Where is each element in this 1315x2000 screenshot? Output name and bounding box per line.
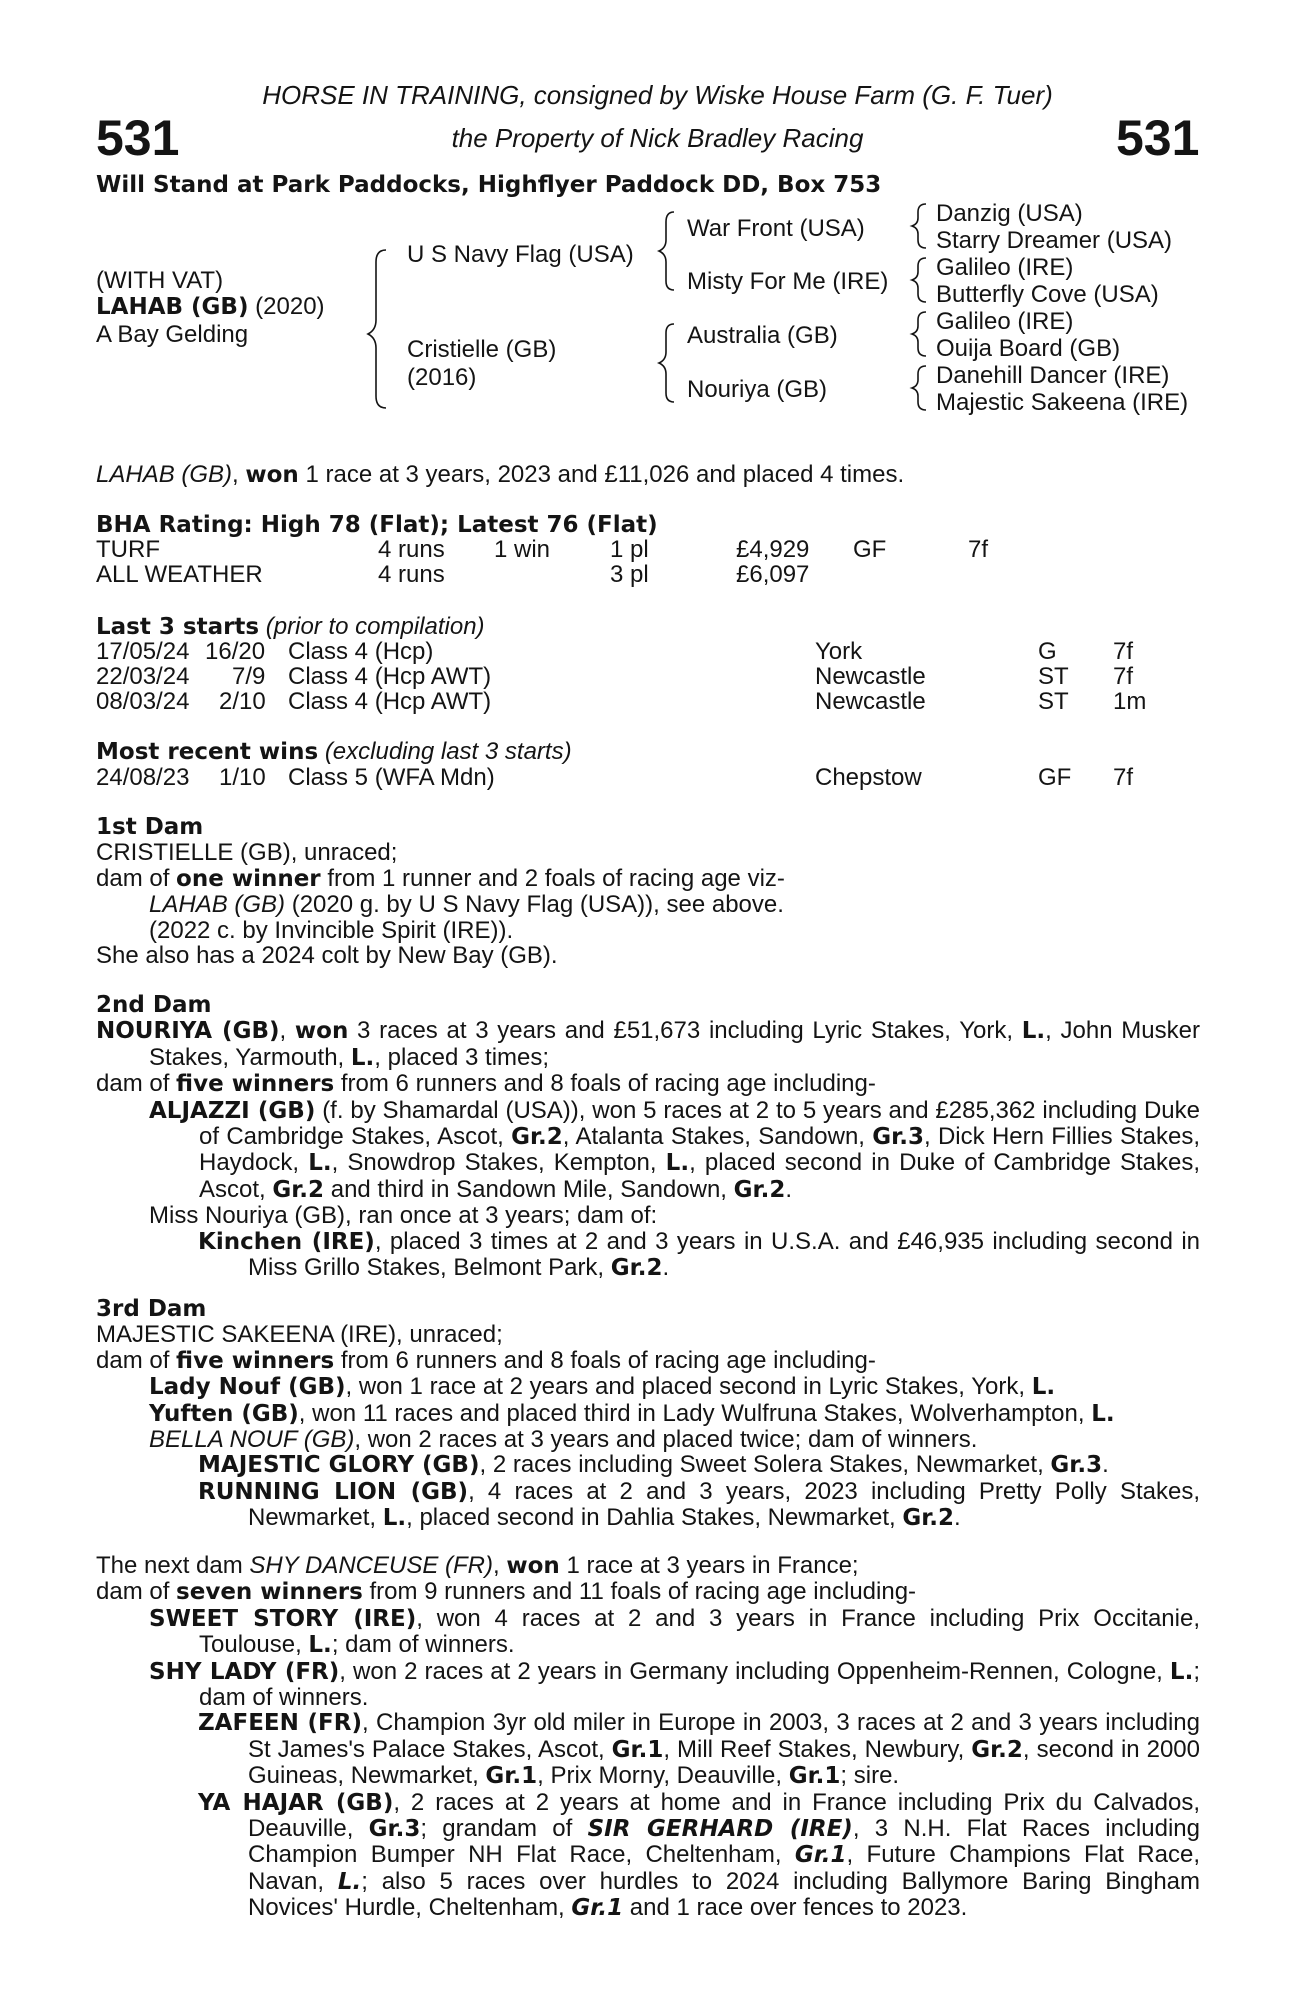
text-run: . — [662, 1254, 670, 1282]
pedigree-ddd: Majestic Sakeena (IRE) — [936, 389, 1189, 416]
text-run: , second in 2000 Guineas, Newmarket, — [248, 1735, 1200, 1790]
text-run-bold: five winners — [176, 1071, 335, 1098]
text-run: The next dam — [96, 1552, 250, 1579]
text-run: (f. by Shamardal (USA)), won 5 races at 2 to 5 years and £285,362 including Duke of Cambridge Stakes, Ascot, — [199, 1096, 1200, 1151]
text-run-bold: Gr.2 — [610, 1255, 663, 1282]
second-dam-entry — [96, 1018, 1200, 1071]
summary-name: LAHAB (GB) — [96, 461, 233, 488]
text-run: , placed second in Duke of Cambridge Stakes, Ascot, — [199, 1149, 1200, 1203]
text-run-bold: L. — [665, 1150, 690, 1177]
text-run-bold: Gr.3 — [872, 1124, 924, 1151]
third-dam-section — [96, 1297, 1200, 1532]
produce-name: SWEET STORY (IRE) — [149, 1605, 417, 1632]
text-run-bold: L. — [350, 1044, 375, 1071]
text-run-bold: Gr.3 — [1050, 1452, 1103, 1479]
produce-entry — [96, 1790, 1200, 1922]
produce-entry: Miss Nouriya (GB), ran once at 3 years; dam of: — [149, 1202, 658, 1230]
first-dam-note: She also has a 2024 colt by New Bay (GB). — [96, 942, 558, 970]
text-run: (2020 g. by U S Navy Flag (USA)), see above. — [285, 891, 784, 919]
produce-name: BELLA NOUF (GB) — [149, 1426, 355, 1454]
text-run-bold: Gr.1 — [571, 1895, 624, 1922]
next-dam-section — [96, 1553, 1200, 1922]
win-distance: 7f — [1113, 764, 1134, 791]
first-dam-title: 1st Dam — [96, 814, 204, 840]
text-run-bold: L. — [308, 1150, 332, 1177]
recent-wins-heading — [96, 739, 572, 765]
text-run: , 2 races including Sweet Solera Stakes, Newmarket, — [479, 1451, 1051, 1479]
text-run: . — [785, 1175, 792, 1203]
dam-name: SHY DANCEUSE (FR) — [249, 1552, 494, 1579]
pedigree-dsd: Ouija Board (GB) — [936, 335, 1121, 362]
start-distance: 7f — [1113, 638, 1134, 665]
text-run: . — [954, 1504, 961, 1532]
next-dam-line — [96, 1553, 1200, 1579]
last-starts-title: Last 3 starts — [96, 614, 260, 640]
start-class: Class 4 (Hcp) — [288, 638, 434, 665]
produce-entry — [96, 1098, 1200, 1204]
produce-name: RUNNING LION (GB) — [198, 1478, 469, 1505]
text-run: dam of — [96, 864, 177, 892]
text-run-bold: Gr.2 — [971, 1736, 1023, 1763]
brace-sd — [912, 258, 926, 302]
rating-earnings: £4,929 — [736, 536, 810, 563]
text-run-bold: L. — [337, 1868, 362, 1895]
rating-distance: 7f — [968, 536, 989, 563]
produce-name: SHY LADY (FR) — [149, 1658, 340, 1685]
text-run: , won 11 races and placed third in Lady Wulfruna Stakes, Wolverhampton, — [298, 1399, 1092, 1427]
rating-placed: 3 pl — [610, 561, 649, 588]
race-summary: LAHAB (GB), won 1 race at 3 years, 2023 and £11,026 and placed 4 times. — [96, 461, 905, 488]
win-date: 24/08/23 — [96, 764, 190, 791]
produce-entry — [96, 1229, 1200, 1282]
text-run: and 1 race over fences to 2023. — [623, 1894, 968, 1922]
text-run-bold: Gr.1 — [794, 1842, 847, 1869]
brace-ss — [912, 204, 926, 248]
pedigree-sds: Galileo (IRE) — [936, 254, 1074, 281]
text-run: , won 2 races at 3 years and placed twice; dam of winners. — [354, 1426, 978, 1454]
text-run: , Atalanta Stakes, Sandown, — [562, 1123, 873, 1151]
produce-name: YA HAJAR (GB) — [198, 1789, 394, 1816]
text-run: dam of — [96, 1578, 177, 1606]
produce-entry — [96, 1452, 1200, 1478]
text-run: , — [493, 1552, 507, 1579]
text-run: from 6 runners and 8 foals of racing age including- — [334, 1070, 876, 1098]
produce-name: Yuften (GB) — [149, 1400, 299, 1427]
dam-name: NOURIYA (GB) — [96, 1018, 280, 1045]
last-starts-heading — [96, 614, 485, 640]
text-run-bold: five winners — [176, 1347, 335, 1374]
third-dam-title: 3rd Dam — [96, 1296, 207, 1322]
start-going: ST — [1038, 688, 1069, 715]
pedigree-dam-dam: Nouriya (GB) — [687, 376, 828, 403]
text-run-bold: Gr.2 — [733, 1176, 786, 1203]
rating-runs: 4 runs — [378, 561, 445, 588]
recent-wins-note: (excluding last 3 starts) — [324, 738, 572, 765]
pedigree-sdd: Butterfly Cove (USA) — [936, 281, 1159, 308]
start-position: 7/9 — [232, 663, 266, 690]
text-run: , 4 races at 2 and 3 years, 2023 including Pretty Polly Stakes, Newmarket, — [248, 1477, 1200, 1532]
text-run: , placed 3 times; — [374, 1043, 550, 1071]
produce-entry — [96, 1710, 1200, 1789]
start-going: ST — [1038, 663, 1069, 690]
win-going: GF — [1038, 764, 1072, 791]
text-run: , won 1 race at 2 years and placed second in Lyric Stakes, York, — [345, 1373, 1032, 1401]
second-dam-section — [96, 993, 1200, 1281]
text-run: ; also 5 races over hurdles to 2024 including Ballymore Baring Bingham Novices' Hurdle, Cheltenham, — [248, 1867, 1200, 1922]
text-run-bold: L. — [1021, 1018, 1046, 1045]
start-date: 22/03/24 — [96, 663, 190, 690]
produce-entry — [96, 1374, 1200, 1400]
start-date: 08/03/24 — [96, 688, 190, 715]
produce-entry — [96, 1479, 1200, 1532]
win-position: 1/10 — [219, 764, 266, 791]
text-run: , placed second in Dahlia Stakes, Newmarket, — [406, 1504, 903, 1532]
text-run: dam of — [96, 1346, 177, 1374]
property-line: the Property of Nick Bradley Racing — [451, 123, 864, 153]
produce-name: ALJAZZI (GB) — [149, 1097, 316, 1124]
brace-ds — [912, 312, 926, 356]
produce-entry — [96, 1659, 1200, 1711]
brace-dd — [912, 366, 926, 410]
text-run: ; grandam of — [420, 1815, 588, 1843]
text-run: , placed 3 times at 2 and 3 years in U.S.A. and £46,935 including second in Miss Grillo Stakes, Belmont Park, — [248, 1227, 1200, 1282]
text-run: dam of — [96, 1070, 177, 1098]
first-dam-foal — [96, 892, 1200, 917]
pedigree-sire: U S Navy Flag (USA) — [407, 241, 634, 268]
text-run: , Dick Hern Fillies Stakes, Haydock, — [199, 1123, 1201, 1177]
horse-year: (2020) — [248, 293, 325, 320]
summary-rest: 1 race at 3 years, 2023 and £11,026 and placed 4 times. — [298, 461, 905, 488]
text-run: , Champion 3yr old miler in Europe in 2003, 3 races at 2 and 3 years including St James's Palace Stakes, Ascot, — [248, 1709, 1200, 1763]
text-run: , 3 N.H. Flat Races including Champion Bumper NH Flat Race, Cheltenham, — [248, 1815, 1200, 1869]
text-run-bold: seven winners — [176, 1579, 363, 1606]
text-run-bold: L. — [1169, 1658, 1194, 1685]
text-run-bold: one winner — [176, 865, 321, 892]
text-run: ; dam of winners. — [331, 1631, 515, 1659]
lot-number-right: 531 — [1116, 110, 1200, 166]
text-run-bold: Gr.2 — [902, 1505, 955, 1532]
horse-name: LAHAB (GB) — [96, 294, 249, 320]
first-dam-line: CRISTIELLE (GB), unraced; — [96, 839, 398, 867]
start-course: Newcastle — [815, 663, 926, 690]
horse-description: A Bay Gelding — [96, 321, 249, 348]
second-dam-produce-line — [96, 1071, 1200, 1097]
win-course: Chepstow — [815, 764, 922, 791]
text-run: , 2 races at 2 years at home and in France including Prix du Calvados, Deauville, — [248, 1788, 1200, 1843]
text-run-bold: Gr.2 — [272, 1176, 325, 1203]
rating-surface: ALL WEATHER — [96, 561, 263, 588]
start-position: 16/20 — [205, 638, 266, 665]
text-run: 1 race at 3 years in France; — [559, 1552, 859, 1579]
text-run: , won 2 races at 2 years in Germany including Oppenheim-Rennen, Cologne, — [339, 1657, 1170, 1685]
start-going: G — [1038, 638, 1057, 665]
produce-name: Kinchen (IRE) — [198, 1228, 375, 1255]
second-dam-title: 2nd Dam — [96, 992, 212, 1018]
produce-name: ZAFEEN (FR) — [198, 1710, 362, 1737]
text-run: 3 races at 3 years and £51,673 including Lyric Stakes, York, — [348, 1017, 1022, 1045]
rating-going: GF — [853, 536, 887, 563]
text-run-bold: won — [506, 1553, 560, 1579]
rating-wins: 1 win — [494, 536, 551, 563]
rating-earnings: £6,097 — [736, 561, 810, 588]
rating-surface: TURF — [96, 536, 160, 563]
rating-placed: 1 pl — [610, 536, 649, 563]
start-class: Class 4 (Hcp AWT) — [288, 663, 492, 690]
text-run-bold: L. — [382, 1505, 407, 1532]
win-class: Class 5 (WFA Mdn) — [288, 764, 495, 791]
text-run: , — [279, 1017, 295, 1045]
stand-location: Will Stand at Park Paddocks, Highflyer Paddock DD, Box 753 — [96, 172, 882, 198]
pedigree-sss: Danzig (USA) — [936, 200, 1083, 227]
start-course: Newcastle — [815, 688, 926, 715]
produce-name: MAJESTIC GLORY (GB) — [198, 1452, 480, 1479]
text-run-bold: L. — [1091, 1400, 1115, 1427]
brace-gen1 — [368, 250, 386, 408]
text-run-bold: won — [294, 1018, 349, 1045]
summary-won: won — [245, 462, 299, 488]
text-run: . — [1102, 1451, 1109, 1479]
pedigree-sire-dam: Misty For Me (IRE) — [687, 268, 889, 295]
first-dam-section — [96, 815, 1200, 968]
produce-entry — [96, 1401, 1200, 1427]
text-run-bold: Gr.1 — [611, 1736, 664, 1763]
text-run-bold: Gr.1 — [485, 1763, 538, 1790]
text-run-bold: Gr.1 — [788, 1763, 841, 1790]
pedigree-dam-year: (2016) — [407, 364, 477, 391]
text-run: , Mill Reef Stakes, Newbury, — [663, 1735, 972, 1763]
text-run: , Snowdrop Stakes, Kempton, — [331, 1149, 666, 1177]
brace-sire — [659, 212, 674, 290]
text-run: , Prix Morny, Deauville, — [537, 1762, 789, 1790]
text-run: , John Musker Stakes, Yarmouth, — [149, 1017, 1200, 1071]
text-run: from 1 runner and 2 foals of racing age viz- — [320, 864, 785, 892]
text-run: ; sire. — [840, 1762, 900, 1790]
text-run-bold: L. — [1031, 1374, 1056, 1401]
last-starts-note: (prior to compilation) — [265, 613, 485, 640]
text-run: from 9 runners and 11 foals of racing age including- — [362, 1578, 917, 1606]
rating-title: BHA Rating: High 78 (Flat); Latest 76 (Flat) — [96, 512, 658, 538]
pedigree-dss: Galileo (IRE) — [936, 308, 1074, 335]
start-distance: 1m — [1113, 688, 1147, 715]
third-dam-produce-line — [96, 1348, 1200, 1374]
produce-name: Lady Nouf (GB) — [149, 1374, 346, 1401]
text-run: from 6 runners and 8 foals of racing age including- — [334, 1346, 876, 1374]
first-dam-produce-line — [96, 866, 1200, 892]
text-run: , Future Champions Flat Race, Navan, — [248, 1841, 1200, 1895]
text-run-bold: L. — [308, 1632, 332, 1659]
produce-entry — [96, 1427, 1200, 1452]
pedigree-ssd: Starry Dreamer (USA) — [936, 227, 1173, 254]
start-class: Class 4 (Hcp AWT) — [288, 688, 492, 715]
vat-note: (WITH VAT) — [96, 267, 224, 294]
produce-name: SIR GERHARD (IRE) — [587, 1816, 853, 1843]
produce-entry — [96, 1606, 1200, 1659]
start-course: York — [815, 638, 863, 665]
start-date: 17/05/24 — [96, 638, 190, 665]
start-position: 2/10 — [219, 688, 266, 715]
third-dam-line: MAJESTIC SAKEENA (IRE), unraced; — [96, 1321, 503, 1349]
recent-wins-title: Most recent wins — [96, 739, 319, 765]
text-run: ; dam of winners. — [199, 1657, 1200, 1712]
text-run-bold: Gr.3 — [368, 1816, 421, 1843]
rating-runs: 4 runs — [378, 536, 445, 563]
consignor-line: HORSE IN TRAINING, consigned by Wiske House Farm (G. F. Tuer) — [262, 80, 1053, 110]
pedigree-dam: Cristielle (GB) — [407, 336, 557, 363]
pedigree-dam-sire: Australia (GB) — [687, 322, 838, 349]
pedigree-dds: Danehill Dancer (IRE) — [936, 362, 1170, 389]
lot-number-left: 531 — [96, 110, 180, 166]
text-run: , won 4 races at 2 and 3 years in France including Prix Occitanie, Toulouse, — [199, 1604, 1200, 1659]
start-distance: 7f — [1113, 663, 1134, 690]
foal-name: LAHAB (GB) — [149, 891, 286, 919]
first-dam-foal: (2022 c. by Invincible Spirit (IRE)). — [149, 916, 514, 944]
text-run: and third in Sandown Mile, Sandown, — [324, 1175, 734, 1203]
pedigree-sire-sire: War Front (USA) — [687, 215, 865, 242]
text-run-bold: Gr.2 — [511, 1124, 563, 1151]
next-dam-produce-line — [96, 1579, 1200, 1605]
brace-dam — [659, 324, 674, 402]
